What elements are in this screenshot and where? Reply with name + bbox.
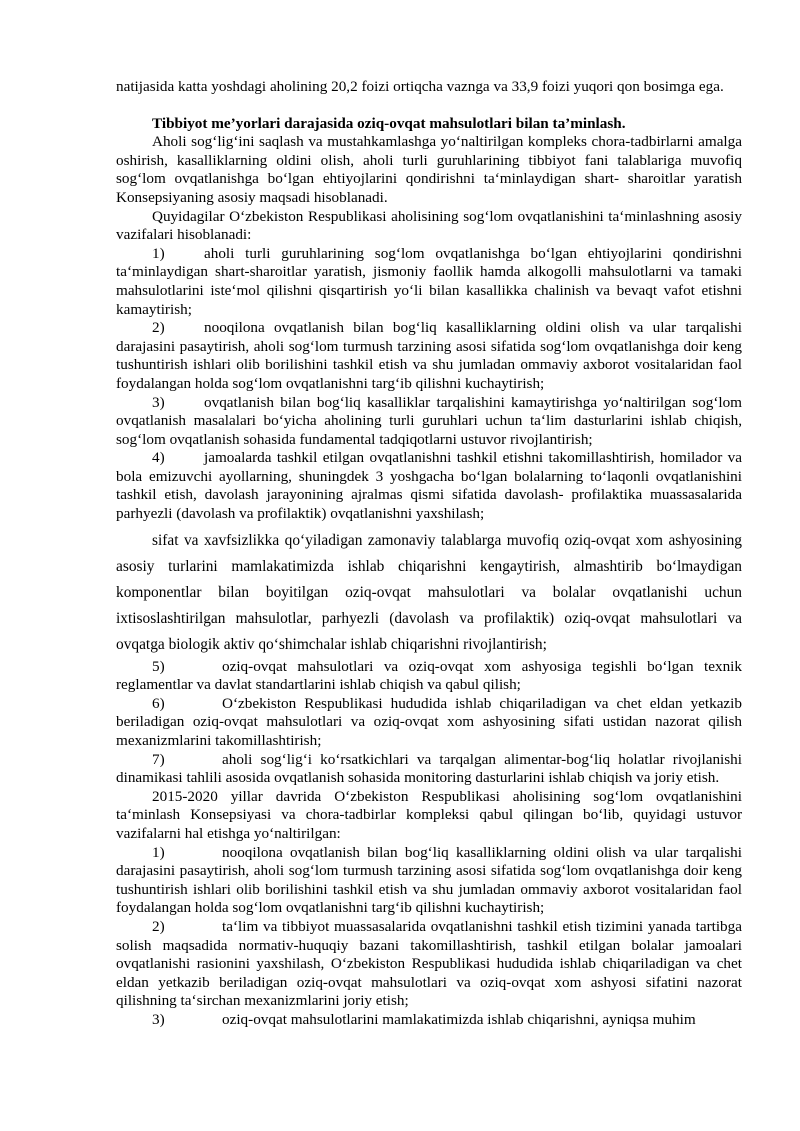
list-item	[116, 658, 742, 695]
konsepsiya-paragraph: 2015-2020 yillar davrida O‘zbekiston Respublikasi aholisining sog‘lom ovqatlanishini ta‘minlash Konsepsiyasi va chora-tadbirlar kompleksi qabul qilingan bo‘lib, quyidagi ustuvor vazifalarni hal etishga yo‘naltirilgan:	[116, 787, 742, 842]
list-number: 5)	[152, 657, 165, 675]
list-number: 1)	[152, 843, 165, 861]
list-item	[116, 394, 742, 450]
section-heading: Tibbiyot me’yorlari darajasida oziq-ovqat mahsulotlari bilan ta’minlash.	[152, 114, 626, 132]
list-number: 2)	[152, 917, 165, 935]
list-item-text: ovqatlanish bilan bog‘liq kasalliklar tarqalishini kamaytirishga yo‘naltirilgan sog‘lom ovqatlanish masalalari bo‘yicha aholining turli guruhlari uchun ta‘lim dasturlarini ishlab chiqish, sog‘lom ovqatlanish sohasida fundamental tadqiqotlarni ustuvor rivojlantirish;	[116, 393, 742, 448]
spaced-paragraph: sifat va xavfsizlikka qo‘yiladigan zamonaviy talablarga muvofiq oziq-ovqat xom ashyosining asosiy turlarini mamlakatimizda ishlab chiqarishni kengaytirish, almashtirib bo‘lmaydigan komponentlar bilan boyitilgan oziq-ovqat mahsulotlari va bolalar ovqatlanishi uchun ixtisoslashtirilgan mahsulotlar, parhyezli (davolash va profilaktik) oziq-ovqat mahsulotlari va ovqatga biologik aktiv qo‘shimchalar ishlab chiqarishni rivojlantirish;	[116, 531, 742, 653]
list-item-text: jamoalarda tashkil etilgan ovqatlanishni tashkil etishni takomillashtirish, homilador va bola emizuvchi ayollarning, shuningdek 3 yoshgacha bo‘lgan bolalarning to‘laqonli ovqatlanishini tashkil etish, davolash jarayonining ajralmas qismi sifatida davolash- profilaktika muassasalarida parhyezli (davolash va profilaktik) ovqatlanishni yaxshilash;	[116, 449, 742, 523]
list-item-text: nooqilona ovqatlanish bilan bog‘liq kasalliklarning oldini olish va ular tarqalishi darajasini pasaytirish, aholi sog‘lom turmush tarzining asosi sifatida sog‘lom ovqatlanishga doir keng tushuntirish ishlari olib borilishini tashkil etish va shu jumladan ommaviy axborot vositalaridan faol foydalangan holda sog‘lom ovqatlanishni targ‘ib qilishni kuchaytirish;	[116, 319, 742, 392]
list-number: 1)	[152, 244, 165, 262]
list-item	[116, 319, 742, 393]
list-item-text: oziq-ovqat mahsulotlari va oziq-ovqat xom ashyosiga tegishli bo‘lgan texnik reglamentlar va davlat standartlarini ishlab chiqish va qabul qilish;	[116, 657, 742, 694]
list-number: 6)	[152, 694, 165, 712]
list-item-text: aholi turli guruhlarining sog‘lom ovqatlanishga bo‘lgan ehtiyojlarini qondirishni ta‘minlaydigan shart-sharoitlar yaratish, jismoniy faollik hamda alkogolli mahsulotlarni va tamaki mahsulotlarini iste‘mol qilishni qisqartirish yo‘li bilan kasallikka chalinish va bevaqt vafot etishni kamaytirish;	[116, 244, 742, 318]
list-item-text: nooqilona ovqatlanish bilan bog‘liq kasalliklarning oldini olish va ular tarqalishi darajasini pasaytirish, aholi sog‘lom turmush tarzining asosi sifatida sog‘lom ovqatlanishga doir keng tushuntirish ishlari olib borilishini tashkil etish va shu jumladan ommaviy axborot vositalaridan faol foydalangan holda sog‘lom ovqatlanishni targ‘ib qilishni kuchaytirish;	[116, 843, 742, 917]
list-item	[116, 751, 742, 788]
list-item-text: oziq-ovqat mahsulotlarini mamlakatimizda ishlab chiqarishni, ayniqsa muhim	[222, 1010, 696, 1028]
list-item-text: aholi sog‘lig‘i ko‘rsatkichlari va tarqalgan alimentar-bog‘liq holatlar rivojlanishi dinamikasi tahlili asosida ovqatlanish sohasida monitoring dasturlarini ishlab chiqish va joriy etish.	[116, 750, 742, 787]
list-item	[116, 695, 742, 751]
list-item-text: O‘zbekiston Respublikasi hududida ishlab chiqariladigan va chet eldan yetkazib beriladigan oziq-ovqat mahsulotlari va oziq-ovqat xom ashyosining sifati ustidan nazorat qilish mexanizmlarini takomillashtirish;	[116, 694, 742, 750]
list-item	[116, 844, 742, 918]
list-number: 4)	[152, 449, 165, 467]
list-number: 3)	[152, 1010, 165, 1028]
tasks-intro-paragraph: Quyidagilar O‘zbekiston Respublikasi aholisining sog‘lom ovqatlanishini ta‘minlashning asosiy vazifalari hisoblanadi:	[116, 207, 742, 244]
list-item-text: ta‘lim va tibbiyot muassasalarida ovqatlanishni tashkil etish tizimini yanada tartibga solish maqsadida normativ-huquqiy bazani takomillashtirish, tashkil etilgan bolalar jamoalari ovqatlanishi rasionini yaxshilash, O‘zbekiston Respublikasi hududida ishlab chiqariladigan va chet eldan yetkazib beriladigan oziq-ovqat mahsulotlari va oziq-ovqat xom ashyosi sifatini nazorat qilishning ta‘sirchan mexanizmlarini joriy etish;	[116, 917, 742, 1010]
goal-paragraph: Aholi sog‘lig‘ini saqlash va mustahkamlashga yo‘naltirilgan kompleks chora-tadbirlarni amalga oshirish, kasalliklarning oldini olish, aholi turli guruhlarining tibbiyot fani talablariga muvofiq sog‘lom ovqatlanishga bo‘lgan ehtiyojlarini qondirishni ta‘minlaydigan shart- sharoitlar yaratish Konsepsiyaning asosiy maqsadi hisoblanadi.	[116, 133, 742, 206]
document-body	[116, 78, 742, 1030]
list-item	[116, 1011, 742, 1030]
list-number: 2)	[152, 319, 165, 337]
list-item	[116, 449, 742, 523]
list-number: 7)	[152, 750, 165, 768]
list-item	[116, 918, 742, 1011]
list-number: 3)	[152, 393, 165, 411]
intro-paragraph: natijasida katta yoshdagi aholining 20,2 foizi ortiqcha vaznga va 33,9 foizi yuqori qon bosimga ega.	[116, 78, 724, 95]
list-item	[116, 245, 742, 319]
